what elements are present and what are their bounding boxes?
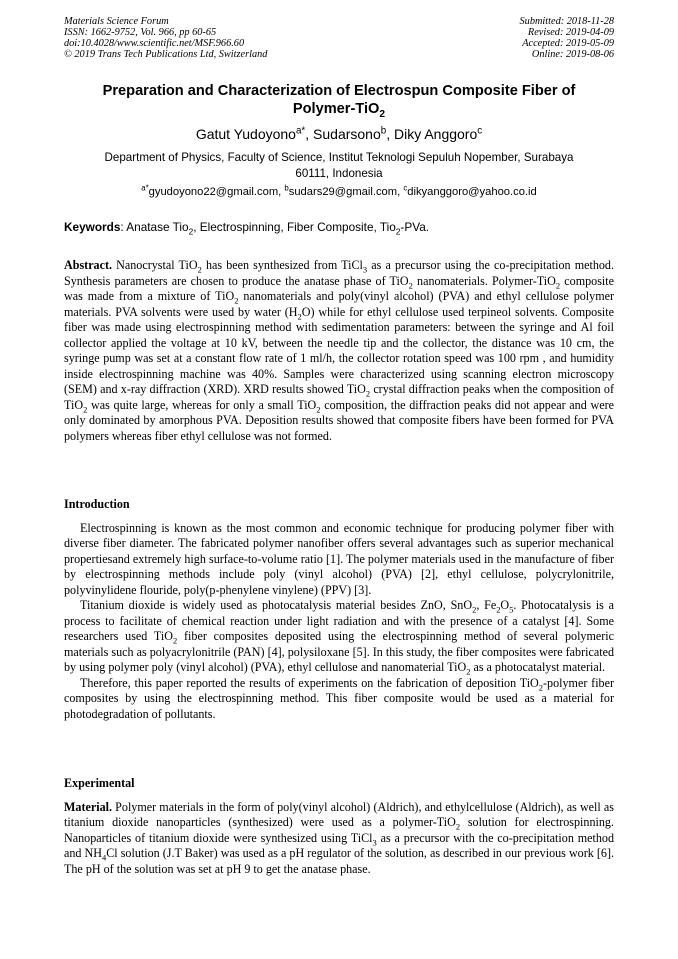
subscript: 2 bbox=[234, 295, 239, 306]
paragraph-text: . Photocatalysis is a process to facilitate of chemical reaction under light radiation and with the presence of a catalyst [4]. Some researchers used TiO bbox=[64, 598, 614, 643]
email-2-mark: b bbox=[284, 183, 289, 193]
experimental-section bbox=[64, 776, 614, 877]
subscript: 3 bbox=[362, 264, 368, 275]
journal-issn: ISSN: 1662-9752, Vol. 966, pp 60-65 bbox=[64, 27, 217, 38]
author-2-mark: b bbox=[380, 125, 387, 137]
introduction-paragraph-1: Electrospinning is known as the most common and economic technique for producing polymer fiber with diverse fiber diameter. The fabricated polymer nanofiber offers several advantages such as superior mechanical propertiesand extremely high surface-to-volume ratio [1]. The polymer materials used in the manufacture of fiber by electrospinning methods include poly (vinyl alcohol) (PVA) [2], ethyl cellulose, polycrylonitrile, polyvinylidene flouride, poly(p-phenylene vinylene) (PPV) [3]. bbox=[64, 520, 614, 597]
author-1-mark: a* bbox=[295, 125, 306, 137]
subscript: 4 bbox=[102, 852, 107, 863]
affiliation-line-2: 60111, Indonesia bbox=[295, 167, 383, 180]
paragraph-text: Titanium dioxide is widely used as photocatalysis material besides ZnO, SnO bbox=[80, 598, 473, 612]
subscript: 5 bbox=[509, 604, 514, 615]
keywords-sub: 2 bbox=[395, 227, 401, 237]
date-online: Online: 2019-08-06 bbox=[531, 49, 614, 60]
abstract-text: crystal diffraction peaks when the composition of TiO bbox=[64, 382, 614, 412]
journal-copyright: © 2019 Trans Tech Publications Ltd, Switzerland bbox=[64, 49, 268, 60]
title-line-1: Preparation and Characterization of Electrospun Composite Fiber of bbox=[102, 83, 576, 99]
affiliation-line-1: Department of Physics, Faculty of Science, Institut Teknologi Sepuluh Nopember, Surabaya bbox=[104, 151, 574, 164]
subscript: 2 bbox=[297, 310, 302, 321]
introduction-section bbox=[64, 497, 614, 722]
journal-doi: doi:10.4028/www.scientific.net/MSF.966.60 bbox=[64, 38, 245, 49]
paragraph-text: , Fe bbox=[476, 598, 497, 612]
paragraph-text: Polymer materials in the form of poly(vinyl alcohol) (Aldrich), and ethylcellulose (Aldrich), as well as titanium dioxide nanoparticles (synthesized) were used as a polymer-TiO bbox=[64, 799, 614, 829]
keywords-text: -PVa. bbox=[400, 220, 430, 234]
publication-dates bbox=[520, 16, 614, 60]
subscript: 3 bbox=[372, 836, 377, 847]
paragraph-text: Therefore, this paper reported the results of experiments on the fabrication of deposition TiO bbox=[80, 675, 539, 690]
subscript: 2 bbox=[455, 821, 461, 832]
title-subscript: 2 bbox=[379, 108, 386, 120]
paragraph-text: solution for electrospinning. Nanoparticles of titanium dioxide were synthesized using TiCl bbox=[64, 815, 614, 845]
paragraph-text: as a photocatalyst material. bbox=[470, 660, 606, 674]
subscript: 2 bbox=[365, 388, 371, 399]
abstract-text: nanomaterials. Polymer-TiO bbox=[412, 273, 556, 288]
abstract-text: nanomaterials and poly(vinyl alcohol) (PVA) and ethyl cellulose polymer materials. PVA solvents were used by water (H bbox=[64, 289, 615, 319]
keywords-sub: 2 bbox=[188, 227, 194, 237]
abstract-text: has been synthesized from TiCl bbox=[201, 258, 363, 272]
subscript: 2 bbox=[555, 279, 561, 290]
abstract-paragraph bbox=[64, 258, 614, 444]
keywords bbox=[64, 219, 614, 235]
email-3-mark: c bbox=[403, 183, 408, 193]
author-emails bbox=[64, 184, 614, 200]
subscript: 2 bbox=[173, 635, 178, 646]
subscript: 2 bbox=[466, 666, 471, 677]
subscript: 2 bbox=[83, 403, 88, 414]
date-accepted: Accepted: 2019-05-09 bbox=[522, 38, 614, 49]
material-paragraph bbox=[64, 800, 614, 878]
abstract bbox=[64, 258, 614, 444]
author-1: Gatut Yudoyono bbox=[195, 126, 296, 142]
keywords-text: : Anatase Tio bbox=[120, 220, 189, 234]
subscript: 2 bbox=[316, 403, 321, 414]
paragraph-text: as a precursor with the co-precipitation method and NH bbox=[64, 830, 614, 860]
abstract-text: Nanocrystal TiO bbox=[112, 258, 198, 272]
subscript: 2 bbox=[197, 264, 202, 275]
introduction-paragraph-3 bbox=[64, 676, 614, 723]
introduction-paragraph-2 bbox=[64, 598, 614, 676]
author-2: Sudarsono bbox=[313, 126, 381, 142]
author-separator: , bbox=[386, 126, 394, 142]
material-label: Material. bbox=[64, 799, 113, 814]
author-3: Diky Anggoro bbox=[393, 126, 478, 142]
date-submitted: Submitted: 2018-11-28 bbox=[519, 16, 614, 27]
paragraph-text: Cl solution (J.T Baker) was used as a pH regulator of the solution, as described in our previous work [6]. The pH of the solution was set at pH 9 to get the anatase phase. bbox=[64, 846, 614, 876]
subscript: 2 bbox=[496, 604, 501, 615]
subscript: 2 bbox=[538, 681, 544, 692]
paragraph-text: fiber composites deposited using the electrospinning method of several polymeric materials such as polyacrylonitrile (PAN) [4], polysiloxane [5]. In this study, the fiber composites were fabricated by using polymer poly (vinyl alcohol) (PVA), ethyl cellulose and nanomaterial TiO bbox=[64, 629, 615, 674]
introduction-heading: Introduction bbox=[64, 497, 130, 511]
author-list bbox=[64, 125, 614, 143]
email-3[interactable]: dikyanggoro@yahoo.co.id bbox=[407, 186, 537, 198]
experimental-heading: Experimental bbox=[64, 776, 135, 790]
abstract-text: was quite large, whereas for only a small TiO bbox=[87, 397, 317, 412]
abstract-label: Abstract. bbox=[64, 258, 113, 272]
author-separator: , bbox=[305, 126, 314, 142]
subscript: 2 bbox=[472, 604, 477, 615]
paragraph-text: -polymer fiber composites by using the electrospinning method. This fiber composite would be used as a material for photodegradation of pollutants. bbox=[64, 675, 614, 721]
abstract-text: as a precursor using the co-precipitation method. Synthesis parameters are chosen to produce the anatase phase of TiO bbox=[64, 258, 614, 288]
email-2[interactable]: sudars29@gmail.com, bbox=[288, 186, 404, 198]
keywords-text: , Electrospinning, Fiber Composite, Tio bbox=[193, 220, 396, 234]
email-1-mark: a* bbox=[141, 183, 149, 193]
paragraph-text: O bbox=[500, 598, 510, 612]
date-revised: Revised: 2019-04-09 bbox=[527, 27, 614, 38]
email-1[interactable]: gyudoyono22@gmail.com, bbox=[148, 186, 285, 198]
keywords-label: Keywords bbox=[64, 220, 121, 234]
title-line-2: Polymer-TiO bbox=[292, 101, 380, 117]
abstract-text: O) while for ethyl cellulose used terpineol solvents. Composite fiber was made using electrospinning method with sedimentation parameters: between the syringe and Al foil collector applied the voltage at 10 kV, between the needle tip and the collector, the distance was 10 cm, the syringe pump was set at a constant flow rate of 1 ml/h, the collector rotation speed was 100 rpm , and humidity inside electrospinning machine was 40%. Samples were characterized using scanning electron microscopy (SEM) and x-ray diffraction (XRD). XRD results showed TiO bbox=[64, 304, 614, 396]
journal-name: Materials Science Forum bbox=[64, 16, 169, 27]
abstract-text: composition, the diffraction peaks did not appear and were only dominated by amorphous PVA. Deposition results showed that composite fibers have been formed for PVA polymers whereas fiber ethyl cellulose was not formed. bbox=[64, 397, 614, 443]
paper-title bbox=[70, 82, 608, 118]
affiliation bbox=[64, 150, 614, 182]
abstract-text: composite was made from a mixture of TiO bbox=[64, 273, 615, 303]
journal-info bbox=[64, 16, 267, 60]
subscript: 2 bbox=[408, 279, 413, 290]
author-3-mark: c bbox=[477, 125, 483, 137]
